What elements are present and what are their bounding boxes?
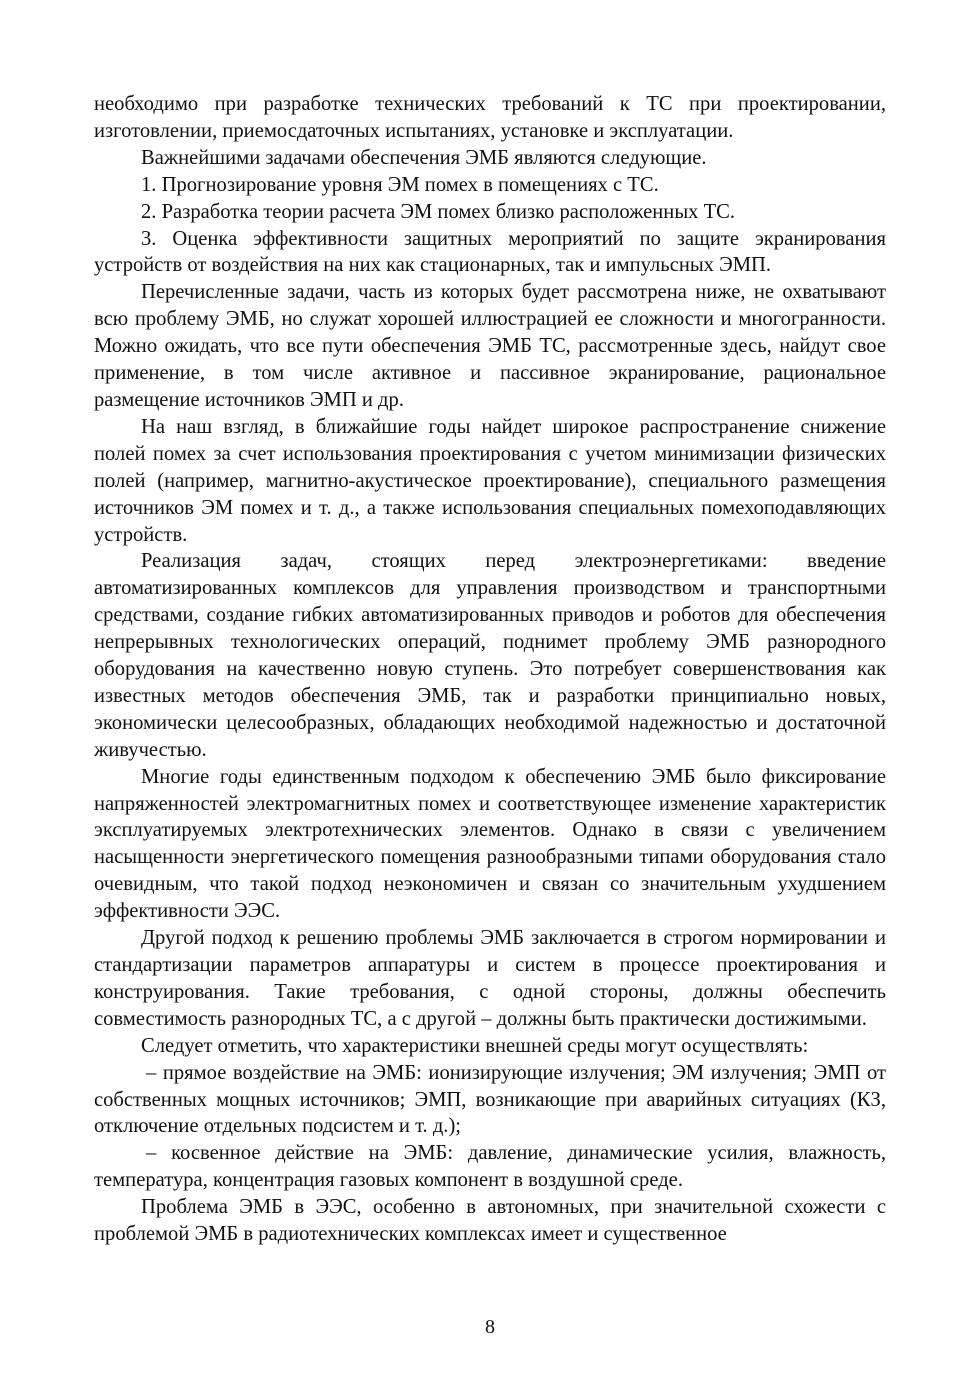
paragraph: Следует отметить, что характеристики внешней среды могут осуществлять: — [141, 1034, 809, 1057]
page-number: 8 — [485, 1316, 495, 1338]
list-item-1: 1. Прогнозирование уровня ЭМ помех в помещениях с ТС. — [141, 173, 659, 196]
paragraph: Другой подход к решению проблемы ЭМБ заключается в строгом нормировании и стандартизации параметров аппаратуры и систем в процессе проектирования и конструирования. Такие требования, с одной стороны, должны обеспечить совместимость разнородных ТС, а с другой – должны быть практически достижимыми. — [94, 927, 886, 1030]
paragraph-tasks-intro: Важнейшими задачами обеспечения ЭМБ являются следующие. — [141, 146, 707, 169]
paragraph: На наш взгляд, в ближайшие годы найдет широкое распространение снижение полей помех за счет использования проектирования с учетом минимизации физических полей (например, магнитно-акустическое проектирование), специального размещения источников ЭМ помех и т. д., а также использования специальных помехоподавляющих устройств. — [94, 415, 886, 546]
paragraph: Проблема ЭМБ в ЭЭС, особенно в автономных, при значительной схожести с проблемой ЭМБ в радиотехнических комплексах имеет и существенное — [94, 1196, 886, 1246]
list-item-3: 3. Оценка эффективности защитных мероприятий по защите экранирования устройств от воздействия на них как стационарных, так и импульсных ЭМП. — [94, 227, 886, 277]
paragraph: Реализация задач, стоящих перед электроэнергетиками: введение автоматизированных комплексов для управления производством и транспортными средствами, создание гибких автоматизированных приводов и роботов для обеспечения непрерывных технологических операций, поднимет проблему ЭМБ разнородного оборудования на качественно новую ступень. Это потребует совершенствования как известных методов обеспечения ЭМБ, так и разработки принципиально новых, экономически целесообразных, обладающих необходимой надежностью и достаточной живучестью. — [94, 550, 886, 761]
dash-list-item: – прямое воздействие на ЭМБ: ионизирующие излучения; ЭМ излучения; ЭМП от собственных мощных источников; ЭМП, возникающие при аварийных ситуациях (КЗ, отключение отдельных подсистем и т. д.); — [94, 1061, 886, 1138]
dash-list-item: – косвенное действие на ЭМБ: давление, динамические усилия, влажность, температура, концентрация газовых компонент в воздушной среде. — [94, 1142, 886, 1192]
paragraph: Многие годы единственным подходом к обеспечению ЭМБ было фиксирование напряженностей электромагнитных помех и соответствующее изменение характеристик эксплуатируемых электротехнических элементов. Однако в связи с увеличением насыщенности энергетического помещения разнообразными типами оборудования стало очевидным, что такой подход неэкономичен и связан со значительным ухудшением эффективности ЭЭС. — [94, 765, 886, 923]
list-item-2: 2. Разработка теории расчета ЭМ помех близко расположенных ТС. — [141, 200, 736, 223]
paragraph: Перечисленные задачи, часть из которых будет рассмотрена ниже, не охватывают всю проблему ЭМБ, но служат хорошей иллюстрацией ее сложности и многогранности. Можно ожидать, что все пути обеспечения ЭМБ ТС, рассмотренные здесь, найдут свое применение, в том числе активное и пассивное экранирование, рациональное размещение источников ЭМП и др. — [94, 281, 886, 411]
page-body — [94, 91, 886, 1248]
paragraph-continuation: необходимо при разработке технических требований к ТС при проектировании, изготовлении, приемосдаточных испытаниях, установке и эксплуатации. — [94, 93, 886, 142]
